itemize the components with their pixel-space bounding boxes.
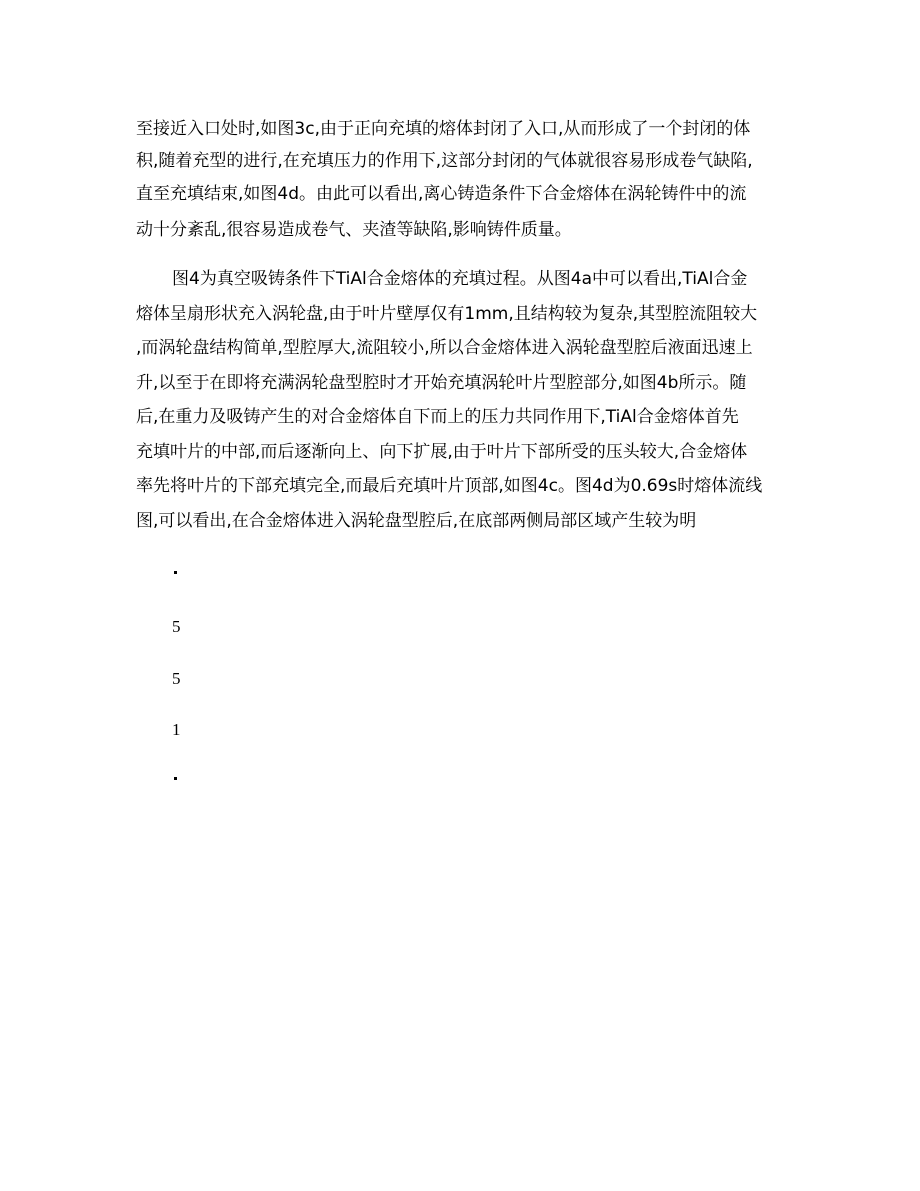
page-number-digit-2: 5: [172, 669, 181, 688]
page-number-dot-bottom: [174, 777, 177, 780]
page-number-digit-1: 5: [172, 617, 181, 636]
paragraph-2-line-8: 图,可以看出,在合金熔体进入涡轮盘型腔后,在底部两侧局部区域产生较为明: [136, 511, 697, 531]
paragraph-2-line-4: 升,以至于在即将充满涡轮盘型腔时才开始充填涡轮叶片型腔部分,如图4b所示。随: [136, 373, 747, 393]
paragraph-1-line-3: 直至充填结束,如图4d。由此可以看出,离心铸造条件下合金熔体在涡轮铸件中的流: [136, 184, 747, 204]
paragraph-2-line-2: 熔体呈扇形状充入涡轮盘,由于叶片壁厚仅有1mm,且结构较为复杂,其型腔流阻较大: [136, 304, 758, 324]
paragraph-2-line-7: 率先将叶片的下部充填完全,而最后充填叶片顶部,如图4c。图4d为0.69s时熔体流线: [136, 476, 763, 496]
paragraph-1-line-4: 动十分紊乱,很容易造成卷气、夹渣等缺陷,影响铸件质量。: [136, 220, 572, 240]
page-number-digit-3: 1: [172, 720, 181, 739]
paragraph-2-line-1: 图4为真空吸铸条件下TiAl合金熔体的充填过程。从图4a中可以看出,TiAl合金: [172, 269, 748, 289]
paragraph-2-line-6: 充填叶片的中部,而后逐渐向上、向下扩展,由于叶片下部所受的压头较大,合金熔体: [136, 442, 748, 462]
paragraph-1-line-1: 至接近入口处时,如图3c,由于正向充填的熔体封闭了入口,从而形成了一个封闭的体: [136, 119, 751, 139]
paragraph-2-line-5: 后,在重力及吸铸产生的对合金熔体自下而上的压力共同作用下,TiAl合金熔体首先: [136, 407, 739, 427]
page-number-dot-top: [174, 571, 177, 574]
paragraph-1-line-2: 积,随着充型的进行,在充填压力的作用下,这部分封闭的气体就很容易形成卷气缺陷,: [136, 151, 753, 171]
paragraph-2-line-3: ,而涡轮盘结构简单,型腔厚大,流阻较小,所以合金熔体进入涡轮盘型腔后液面迅速上: [136, 338, 753, 358]
